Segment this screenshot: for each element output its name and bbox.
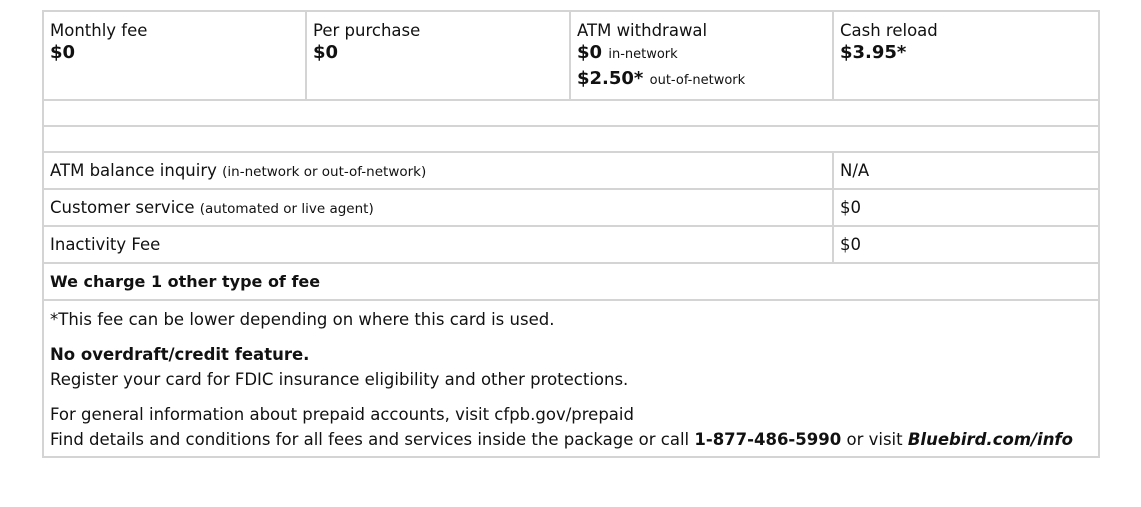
customer-service-value: $0 [833, 189, 1099, 226]
footnote: *This fee can be lower depending on where this card is used. [50, 310, 555, 329]
cash-reload-value: $3.95* [840, 42, 907, 63]
customer-service-label: Customer service [50, 198, 195, 217]
per-purchase-value: $0 [313, 42, 339, 63]
table-row [43, 226, 1099, 263]
inactivity-fee-value: $0 [833, 226, 1099, 263]
per-purchase-label: Per purchase [313, 21, 421, 40]
footer-row [43, 300, 1099, 457]
atm-balance-inquiry-sub: (in-network or out-of-network) [222, 164, 427, 180]
atm-balance-inquiry-value: N/A [833, 152, 1099, 189]
per-purchase-cell [306, 11, 570, 100]
fee-disclosure-table [42, 10, 1100, 458]
atm-out-network-value: $2.50* [577, 68, 644, 89]
monthly-fee-cell [43, 11, 306, 100]
monthly-fee-label: Monthly fee [50, 21, 148, 40]
atm-balance-inquiry-label: ATM balance inquiry [50, 161, 217, 180]
customer-service-sub: (automated or live agent) [199, 201, 374, 217]
cash-reload-label: Cash reload [840, 21, 938, 40]
atm-withdrawal-cell [570, 11, 833, 100]
atm-withdrawal-label: ATM withdrawal [577, 21, 708, 40]
website-link[interactable]: Bluebird.com/info [907, 430, 1073, 449]
cash-reload-cell [833, 11, 1099, 100]
atm-in-network-value: $0 [577, 42, 603, 63]
blank-row [43, 100, 1099, 126]
atm-out-network-note: out-of-network [649, 73, 746, 88]
general-info-text: For general information about prepaid accounts, visit cfpb.gov/prepaid [50, 405, 634, 424]
top-fees-row [43, 11, 1099, 100]
table-row [43, 152, 1099, 189]
table-row [43, 189, 1099, 226]
details-prefix: Find details and conditions for all fees and services inside the package or call [50, 430, 690, 449]
other-fees-text: We charge 1 other type of fee [43, 263, 1099, 300]
monthly-fee-value: $0 [50, 42, 76, 63]
phone-number[interactable]: 1-877-486-5990 [694, 430, 842, 449]
other-fees-row [43, 263, 1099, 300]
register-text: Register your card for FDIC insurance eligibility and other protections. [50, 370, 629, 389]
details-mid: or visit [846, 430, 903, 449]
no-overdraft-text: No overdraft/credit feature. [50, 345, 310, 364]
inactivity-fee-label: Inactivity Fee [50, 235, 161, 254]
blank-row [43, 126, 1099, 152]
atm-in-network-note: in-network [608, 47, 678, 62]
